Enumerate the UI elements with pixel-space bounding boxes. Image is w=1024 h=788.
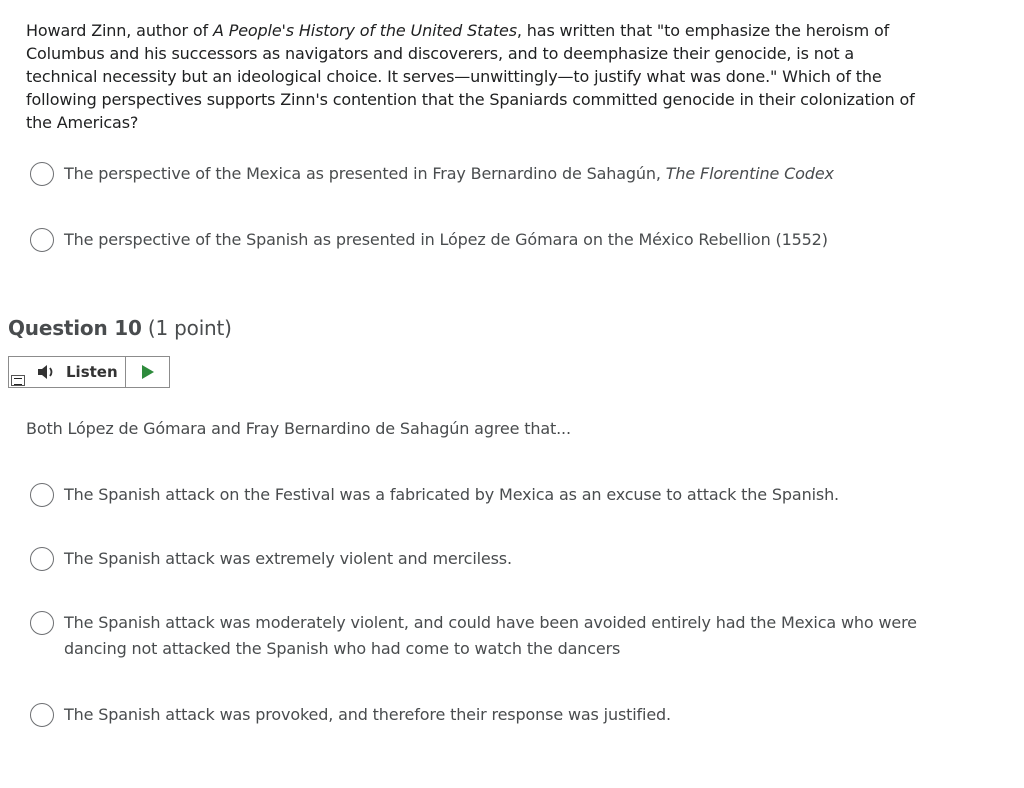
question-number: Question 10 (8, 316, 142, 340)
speaker-icon (37, 364, 59, 380)
q10-option-4[interactable] (30, 703, 671, 728)
play-icon (141, 364, 155, 380)
radio-button[interactable] (30, 547, 54, 571)
prompt-text-rest: , has written that "to emphasize the heroism of Columbus and his successors as navigators and discoverers, and to deemphasize their genocide, is not a technical necessity but an ideological choice. It serves—unwittingly—to justify what was done." Which of the following perspectives supports Zinn's contention that the Spaniards committed genocide in their colonization of the Americas? (26, 21, 915, 132)
question-points: (1 point) (147, 316, 232, 340)
radio-button[interactable] (30, 483, 54, 507)
q10-option-3[interactable] (30, 611, 930, 662)
q9-option-2[interactable] (30, 228, 828, 253)
option-label: The Spanish attack was extremely violent and merciless. (64, 549, 512, 568)
q9-option-1[interactable] (30, 162, 834, 187)
option-label: The Spanish attack was provoked, and therefore their response was justified. (64, 705, 671, 724)
option-label: The perspective of the Mexica as presented in Fray Bernardino de Sahagún, The Florentine Codex (64, 164, 834, 183)
radio-button[interactable] (30, 703, 54, 727)
q10-option-2[interactable] (30, 547, 512, 572)
listen-button[interactable] (9, 357, 126, 387)
question-10-heading (8, 315, 232, 341)
question-9-prompt (26, 19, 926, 134)
radio-button[interactable] (30, 611, 54, 635)
menu-icon[interactable] (11, 375, 25, 386)
play-button[interactable] (126, 357, 169, 387)
question-10-prompt: Both López de Gómara and Fray Bernardino de Sahagún agree that... (26, 419, 571, 438)
q10-option-1[interactable] (30, 483, 839, 508)
option-label: The Spanish attack on the Festival was a fabricated by Mexica as an excuse to attack the Spanish. (64, 485, 839, 504)
listen-label: Listen (66, 363, 118, 381)
option-label: The Spanish attack was moderately violent, and could have been avoided entirely had the Mexica who were dancing not attacked the Spanish who had come to watch the dancers (64, 613, 917, 658)
read-aloud-toolbar (8, 356, 170, 388)
radio-button[interactable] (30, 162, 54, 186)
prompt-text-start: Howard Zinn, author of (26, 21, 213, 40)
option-label: The perspective of the Spanish as presented in López de Gómara on the México Rebellion (1552) (64, 230, 828, 249)
book-title: A People's History of the United States (212, 21, 517, 40)
radio-button[interactable] (30, 228, 54, 252)
